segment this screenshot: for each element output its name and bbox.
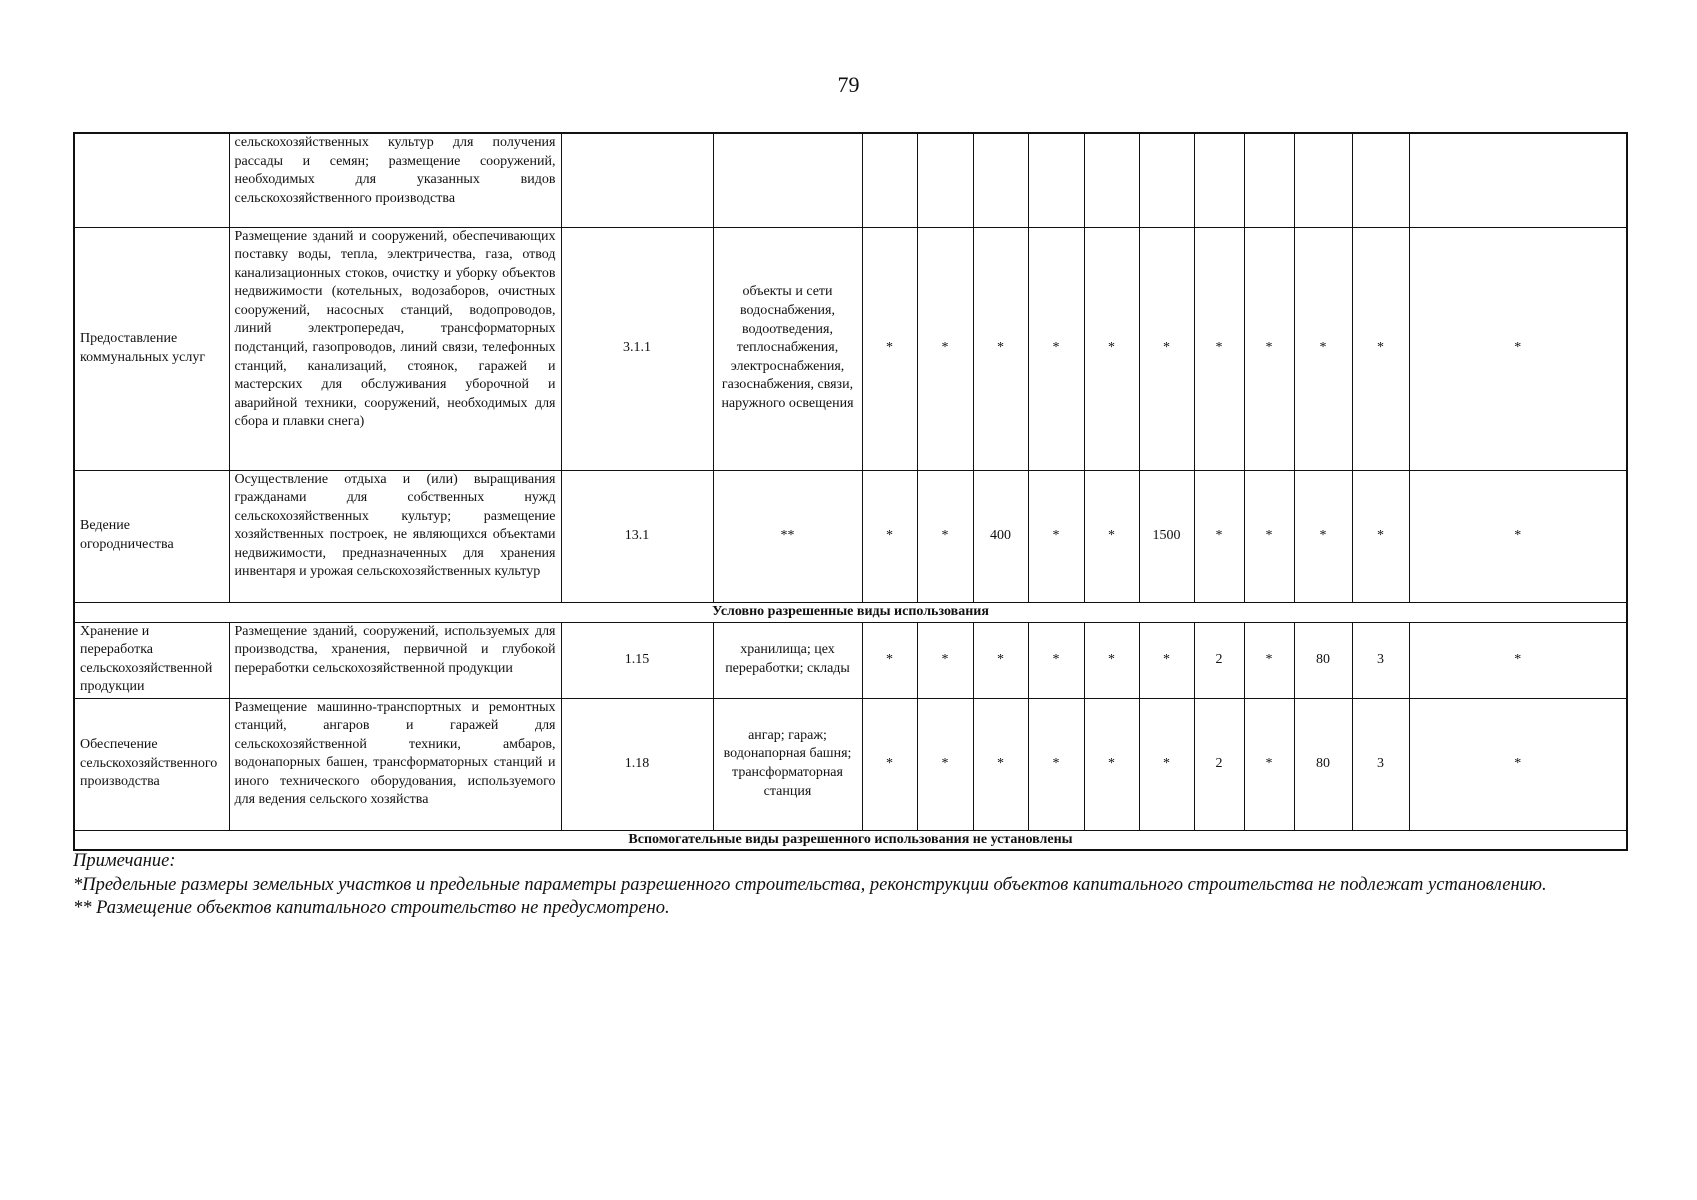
param-cell: * (862, 622, 917, 698)
param-cell: * (1409, 622, 1627, 698)
param-cell: * (917, 227, 973, 470)
param-cell: * (1409, 227, 1627, 470)
use-description-cell: сельскохозяйственных культур для получения рассады и семян; размещение сооружений, необходимых для указанных видов сельскохозяйственного производства (229, 133, 561, 227)
param-cell: * (1244, 227, 1294, 470)
param-cell: 2 (1194, 622, 1244, 698)
param-cell: * (973, 698, 1028, 830)
section-header-row (74, 602, 1627, 622)
param-cell (1028, 133, 1084, 227)
permitted-objects-cell: ангар; гараж; водонапорная башня; трансформаторная станция (713, 698, 862, 830)
param-cell: * (1139, 622, 1194, 698)
use-code-cell (561, 133, 713, 227)
table-row (74, 470, 1627, 602)
param-cell: 3 (1352, 622, 1409, 698)
section-footer-row (74, 830, 1627, 850)
use-name-cell: Хранение и переработка сельскохозяйственной продукции (74, 622, 229, 698)
use-name-cell: Предоставление коммунальных услуг (74, 227, 229, 470)
param-cell: * (973, 622, 1028, 698)
param-cell (1084, 133, 1139, 227)
param-cell: * (1352, 470, 1409, 602)
param-cell (1294, 133, 1352, 227)
param-cell: * (1409, 470, 1627, 602)
param-cell: * (862, 227, 917, 470)
param-cell: * (1194, 227, 1244, 470)
use-code-cell: 1.15 (561, 622, 713, 698)
param-cell: * (973, 227, 1028, 470)
section-auxiliary-title: Вспомогательные виды разрешенного использования не установлены (74, 830, 1627, 850)
param-cell: * (917, 698, 973, 830)
table-row (74, 227, 1627, 470)
param-cell (973, 133, 1028, 227)
table-row (74, 133, 1627, 227)
use-name-cell: Обеспечение сельскохозяйственного производства (74, 698, 229, 830)
param-cell (1244, 133, 1294, 227)
param-cell: * (1409, 698, 1627, 830)
note-double-asterisk: ** Размещение объектов капитального строительство не предусмотрено. (73, 898, 670, 918)
note-single-asterisk: *Предельные размеры земельных участков и предельные параметры разрешенного строительства, реконструкции объектов капитального строительства не подлежат установлению. (73, 874, 1547, 895)
param-cell: 80 (1294, 622, 1352, 698)
use-code-cell: 1.18 (561, 698, 713, 830)
table-row (74, 698, 1627, 830)
use-name-cell (74, 133, 229, 227)
param-cell (1409, 133, 1627, 227)
zoning-regulations-table (73, 132, 1628, 851)
param-cell: * (1139, 698, 1194, 830)
param-cell: * (1084, 622, 1139, 698)
permitted-objects-cell (713, 133, 862, 227)
param-cell: * (1294, 227, 1352, 470)
use-code-cell: 3.1.1 (561, 227, 713, 470)
param-cell: * (1294, 470, 1352, 602)
page-number: 79 (837, 72, 860, 97)
param-cell: * (1244, 622, 1294, 698)
param-cell: * (862, 698, 917, 830)
param-cell: * (862, 470, 917, 602)
table-row (74, 622, 1627, 698)
param-cell: 1500 (1139, 470, 1194, 602)
param-cell (917, 133, 973, 227)
permitted-objects-cell: объекты и сети водоснабжения, водоотведения, теплоснабжения, электроснабжения, газоснабжения, связи, наружного освещения (713, 227, 862, 470)
section-conditional-title: Условно разрешенные виды использования (74, 602, 1627, 622)
param-cell (1194, 133, 1244, 227)
param-cell: * (1084, 470, 1139, 602)
param-cell: 2 (1194, 698, 1244, 830)
param-cell (862, 133, 917, 227)
param-cell: * (1084, 698, 1139, 830)
param-cell: 400 (973, 470, 1028, 602)
param-cell: * (1028, 622, 1084, 698)
param-cell: * (917, 470, 973, 602)
use-description-cell: Размещение машинно-транспортных и ремонтных станций, ангаров и гаражей для сельскохозяйственной техники, амбаров, водонапорных башен, трансформаторных станций и иного технического оборудования, используемого для ведения сельского хозяйства (229, 698, 561, 830)
use-description-cell: Осуществление отдыха и (или) выращивания гражданами для собственных нужд сельскохозяйственных культур; размещение хозяйственных построек, не являющихся объектами недвижимости, предназначенных для хранения инвентаря и урожая сельскохозяйственных культур (229, 470, 561, 602)
param-cell (1352, 133, 1409, 227)
use-description-cell: Размещение зданий и сооружений, обеспечивающих поставку воды, тепла, электричества, газа, отвод канализационных стоков, очистку и уборку объектов недвижимости (котельных, водозаборов, очистных сооружений, насосных станций, водопроводов, линий электропередач, трансформаторных подстанций, газопроводов, линий связи, телефонных станций, канализаций, стоянок, гаражей и мастерских для обслуживания уборочной и аварийной техники, сооружений, необходимых для сбора и плавки снега) (229, 227, 561, 470)
param-cell: * (917, 622, 973, 698)
param-cell: * (1028, 227, 1084, 470)
use-code-cell: 13.1 (561, 470, 713, 602)
notes-block (73, 850, 1626, 921)
param-cell: * (1139, 227, 1194, 470)
use-name-cell: Ведение огородничества (74, 470, 229, 602)
use-description-cell: Размещение зданий, сооружений, используемых для производства, хранения, первичной и глубокой переработки сельскохозяйственной продукции (229, 622, 561, 698)
param-cell: 3 (1352, 698, 1409, 830)
permitted-objects-cell: хранилища; цех переработки; склады (713, 622, 862, 698)
param-cell: * (1244, 470, 1294, 602)
notes-heading: Примечание: (73, 851, 176, 871)
param-cell: * (1028, 698, 1084, 830)
param-cell (1139, 133, 1194, 227)
permitted-objects-cell: ** (713, 470, 862, 602)
param-cell: * (1084, 227, 1139, 470)
param-cell: * (1244, 698, 1294, 830)
param-cell: * (1194, 470, 1244, 602)
param-cell: 80 (1294, 698, 1352, 830)
param-cell: * (1352, 227, 1409, 470)
param-cell: * (1028, 470, 1084, 602)
